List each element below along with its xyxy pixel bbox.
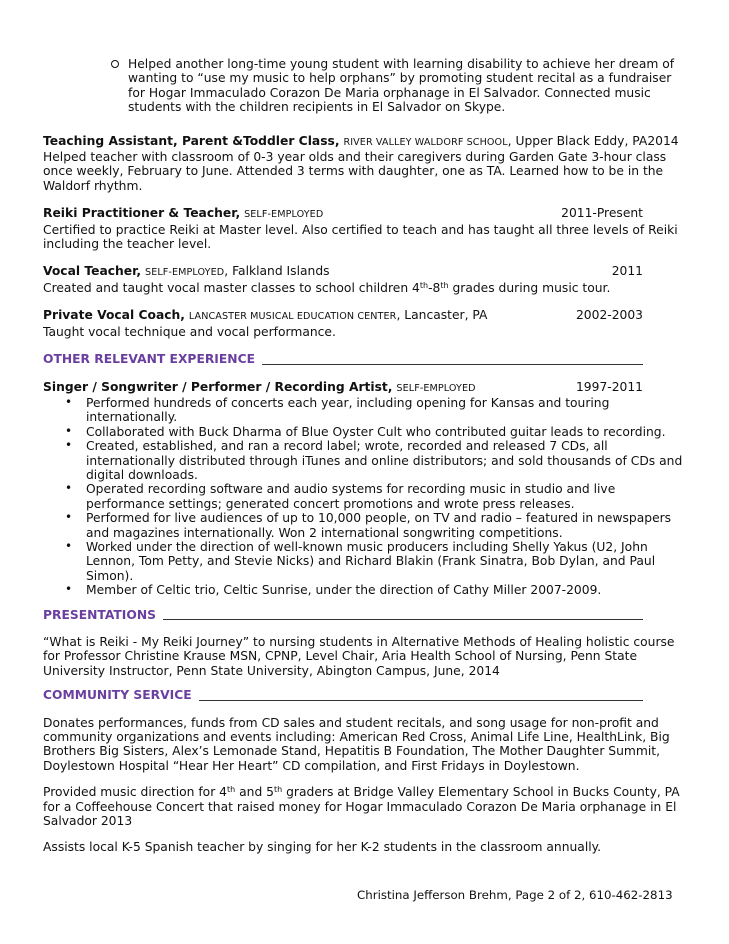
job-location: , Upper Black Eddy, PA — [507, 133, 648, 148]
job-description — [43, 281, 688, 295]
job-dates: 2011-Present — [561, 206, 643, 221]
section-rule — [163, 618, 643, 620]
section-heading-community-service — [43, 688, 643, 702]
sub-bullet-text: Helped another long-time young student with learning disability to achieve her dream of wanting to “use my music to help orphans” by promoting student recital as a fundraiser for Hogar Immaculado Corazon De Maria orphanage in El Salvador. Connected music students with the children recipients in El Salvador on Skype. — [128, 57, 675, 115]
page-footer: Christina Jefferson Brehm, Page 2 of 2, 610-462-2813 — [357, 888, 673, 902]
para-text: graders at Bridge Valley Elementary School in Bucks County, PA for a Coffeehouse Concert that raised money for Hogar Immaculado Corazon De Maria orphanage in El Salvador 2013 — [43, 785, 680, 829]
sub-bullet-item — [111, 57, 688, 115]
job-title: Reiki Practitioner & Teacher, — [43, 206, 241, 221]
job-title: Singer / Songwriter / Performer / Recording Artist, — [43, 379, 393, 394]
job-dates: 2002-2003 — [575, 308, 643, 323]
list-item — [43, 482, 688, 511]
job-title: Teaching Assistant, Parent &Toddler Class, — [43, 133, 340, 148]
job-entry-private-vocal-coach — [43, 308, 688, 339]
ordinal-suffix: th — [419, 280, 429, 290]
section-title: PRESENTATIONS — [43, 607, 156, 622]
job-dates: 1997-2011 — [575, 379, 643, 394]
ordinal-suffix: th — [227, 785, 236, 795]
list-item — [43, 540, 688, 583]
presentation-paragraph: “What is Reiki - My Reiki Journey” to nursing students in Alternative Methods of Healing holistic course for Professor Christine Krause MSN, CPNP, Level Chair, Aria Health School of Nursing, Penn State University Instructor, Penn State University, Abington Campus, June, 2014 — [43, 635, 675, 678]
ordinal-suffix: th — [440, 280, 449, 290]
section-heading-other-experience — [43, 352, 643, 366]
section-title: COMMUNITY SERVICE — [43, 688, 192, 703]
bullet-icon: • — [65, 582, 73, 597]
bullet-icon: • — [65, 438, 73, 453]
job-description: Taught vocal technique and vocal performance. — [43, 324, 336, 339]
hollow-circle-bullet-icon — [111, 60, 119, 68]
job-header — [43, 264, 643, 280]
job-entry-singer — [43, 380, 688, 598]
list-item — [43, 425, 688, 439]
job-entry-reiki — [43, 206, 688, 251]
section-rule — [199, 699, 643, 701]
job-employer: SELF-EMPLOYED — [244, 209, 324, 221]
list-item — [43, 583, 688, 597]
job-dates: 2011 — [611, 264, 643, 279]
job-description: Certified to practice Reiki at Master level. Also certified to teach and has taught all three levels of Reiki including the teacher level. — [43, 222, 678, 252]
job-description: Helped teacher with classroom of 0-3 year olds and their caregivers during Garden Gate 3-hour class once weekly, February to June. Attended 3 terms with daughter, one as TA. Learned how to be in the Waldorf rhythm. — [43, 150, 667, 193]
job-location: , Lancaster, PA — [396, 308, 488, 323]
list-item-text: Performed hundreds of concerts each year, including opening for Kansas and touring internationally. — [86, 395, 610, 425]
job-title: Vocal Teacher, — [43, 264, 142, 279]
job-entry-teaching-assistant — [43, 134, 688, 194]
list-item — [43, 511, 688, 540]
list-item-text: Member of Celtic trio, Celtic Sunrise, under the direction of Cathy Miller 2007-2009. — [86, 583, 602, 598]
list-item — [43, 396, 688, 425]
job-title: Private Vocal Coach, — [43, 308, 185, 323]
job-employer: RIVER VALLEY WALDORF SCHOOL — [343, 136, 508, 148]
bullet-icon: • — [65, 538, 73, 553]
job-entry-vocal-teacher — [43, 264, 688, 295]
job-header — [43, 206, 643, 222]
list-item-text: Performed for live audiences of up to 10,000 people, on TV and radio – featured in newspapers and magazines internationally. Won 2 international songwriting competitions. — [86, 511, 672, 540]
community-paragraph-music-direction — [43, 785, 688, 828]
desc-text: -8 — [428, 280, 441, 295]
bullet-icon: • — [65, 394, 73, 409]
list-item-text: Operated recording software and audio systems for recording music in studio and live performance settings; generated concert promotions and wrote press releases. — [86, 482, 616, 511]
job-location: , Falkland Islands — [224, 264, 330, 279]
bullet-icon: • — [65, 510, 73, 525]
desc-text: grades during music tour. — [448, 280, 611, 295]
ordinal-suffix: th — [274, 785, 283, 795]
job-header — [43, 380, 643, 396]
list-item-text: Collaborated with Buck Dharma of Blue Oyster Cult who contributed guitar leads to recording. — [86, 424, 666, 439]
bullet-icon: • — [65, 481, 73, 496]
community-paragraph-donations: Donates performances, funds from CD sales and student recitals, and song usage for non-profit and community organizations and events including: American Red Cross, Animal Life Line, HealthLink, Big Brothers Big Sisters, Alex’s Lemonade Stand, Hepatitis B Foundation, The Mother Daughter Summit, Doylestown Hospital “Hear Her Heart” CD compilation, and First Fridays in Doylestown. — [43, 715, 670, 773]
list-item — [43, 439, 688, 482]
section-heading-presentations — [43, 608, 643, 622]
job-employer: SELF-EMPLOYED — [396, 382, 476, 394]
section-rule — [262, 363, 643, 365]
section-title: OTHER RELEVANT EXPERIENCE — [43, 352, 256, 367]
community-paragraph-spanish-teacher: Assists local K-5 Spanish teacher by singing for her K-2 students in the classroom annually. — [43, 840, 602, 855]
list-item-text: Created, established, and ran a record label; wrote, recorded and released 7 CDs, all internationally distributed through iTunes and online distributors; and sold thousands of CDs and digital downloads. — [86, 439, 683, 482]
job-employer: LANCASTER MUSICAL EDUCATION CENTER — [188, 311, 397, 323]
job-employer: SELF-EMPLOYED — [145, 267, 225, 279]
para-text: and 5 — [235, 785, 274, 800]
para-text: Provided music direction for 4 — [43, 785, 227, 800]
bullet-icon: • — [65, 423, 73, 438]
job-header — [43, 133, 679, 150]
job-header — [43, 308, 643, 324]
job-dates: 2014 — [647, 133, 679, 148]
desc-text: Created and taught vocal master classes to school children 4 — [43, 280, 420, 295]
resume-content — [43, 57, 688, 867]
achievement-list — [43, 396, 688, 598]
list-item-text: Worked under the direction of well-known music producers including Shelly Yakus (U2, John Lennon, Tom Petty, and Stevie Nicks) and Richard Blakin (Frank Sinatra, Bob Dylan, and Paul Simon). — [86, 539, 656, 583]
